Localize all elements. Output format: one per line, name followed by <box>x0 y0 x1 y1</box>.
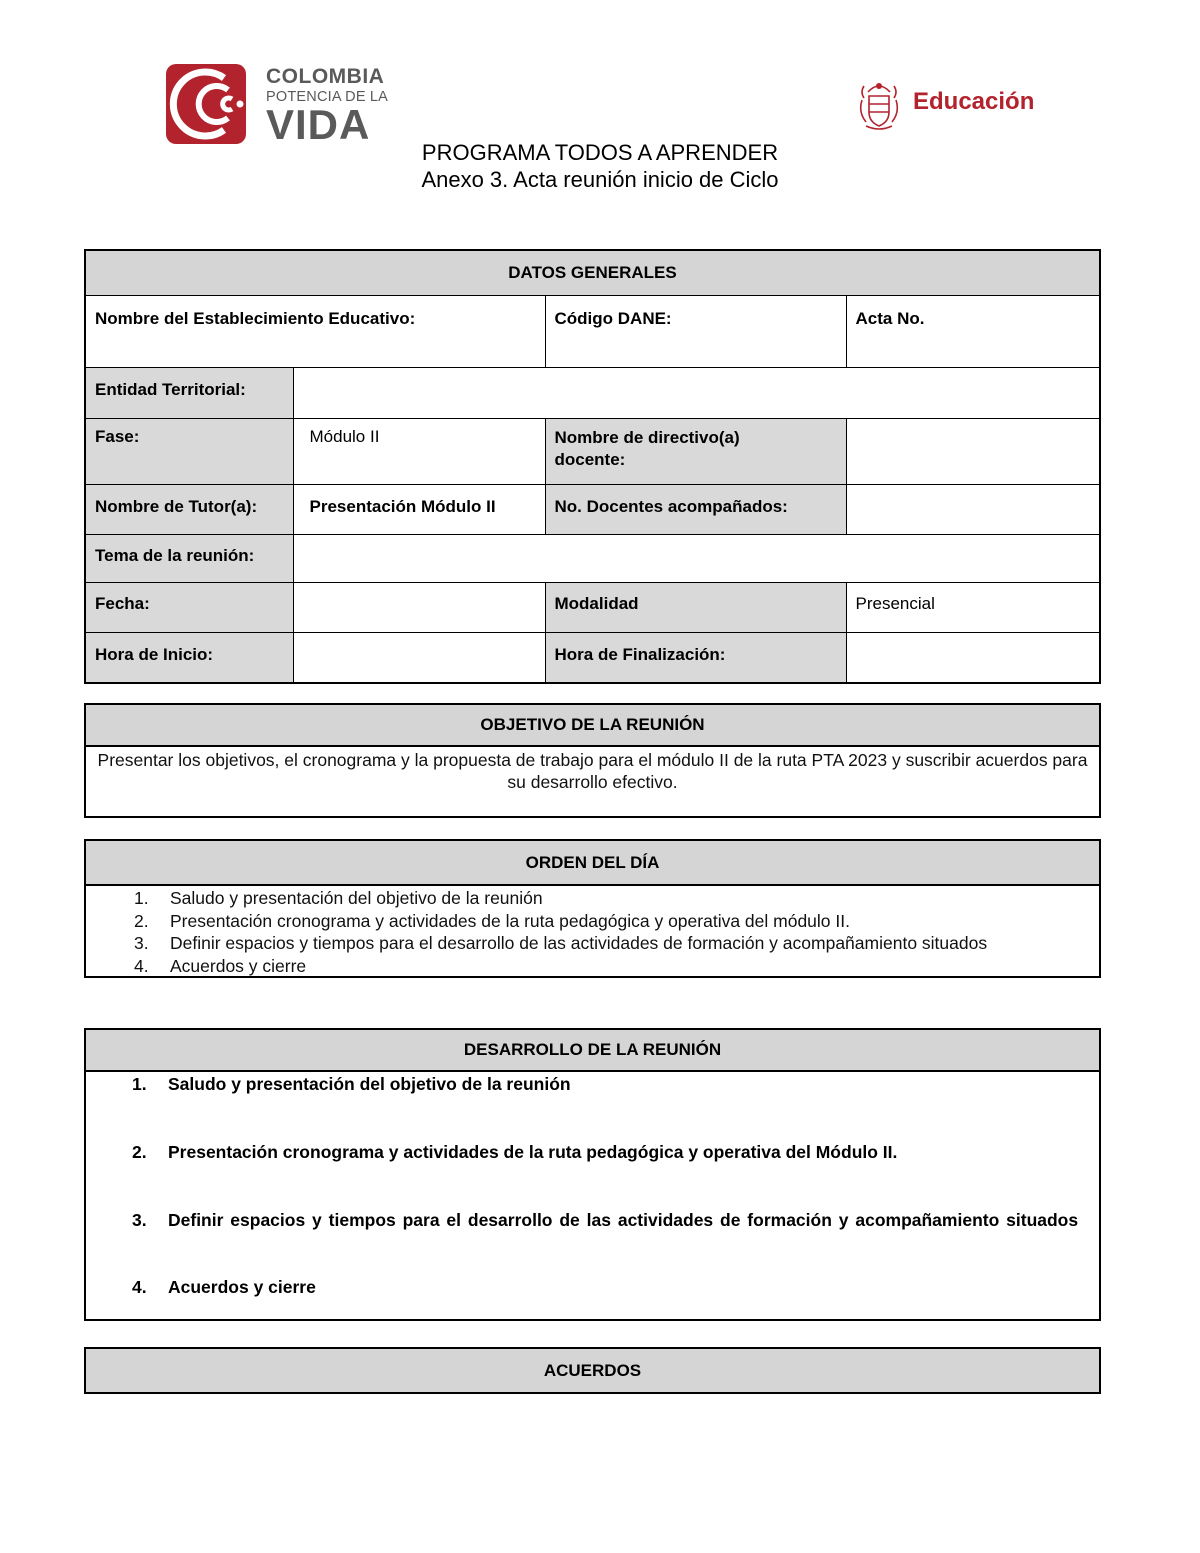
hora-inicio-value[interactable] <box>293 632 545 682</box>
datos-generales-heading: DATOS GENERALES <box>86 251 1099 295</box>
modalidad-label: Modalidad <box>545 582 846 632</box>
colombia-potencia-de-la-vida-logo <box>166 62 396 146</box>
logo-word-vida: VIDA <box>266 101 371 148</box>
list-item: 3. Definir espacios y tiempos para el desarrollo de las actividades de formación y acompañamiento situados <box>134 933 988 953</box>
list-item: 3. Definir espacios y tiempos para el desarrollo de las actividades de formación y acompañamiento situados <box>132 1210 1079 1230</box>
fase-value[interactable]: Módulo II <box>293 418 545 484</box>
coat-of-arms-icon <box>854 76 904 132</box>
tutor-label: Nombre de Tutor(a): <box>86 484 293 534</box>
orden-list <box>86 887 1099 977</box>
codigo-dane-label: Código DANE: <box>545 295 846 367</box>
tema-reunion-label: Tema de la reunión: <box>86 534 293 582</box>
modalidad-value[interactable]: Presencial <box>846 582 1099 632</box>
logo-word-colombia: COLOMBIA <box>266 65 385 88</box>
list-item: 1. Saludo y presentación del objetivo de la reunión <box>132 1074 571 1094</box>
objetivo-heading: OBJETIVO DE LA REUNIÓN <box>86 705 1099 747</box>
acuerdos-section <box>84 1347 1101 1394</box>
directivo-value[interactable] <box>846 418 1099 484</box>
desarrollo-section <box>84 1028 1101 1321</box>
document-title: PROGRAMA TODOS A APRENDER <box>421 140 779 165</box>
list-item: 2. Presentación cronograma y actividades de la ruta pedagógica y operativa del módulo II. <box>134 910 850 931</box>
tema-reunion-value[interactable] <box>293 534 1099 582</box>
logo-word-potencia: POTENCIA DE LA <box>266 89 389 105</box>
directivo-label: Nombre de directivo(a) docente: <box>545 418 846 484</box>
desarrollo-list <box>86 1073 1099 1298</box>
list-item: 1. Saludo y presentación del objetivo de la reunión <box>134 888 543 908</box>
objetivo-text: Presentar los objetivos, el cronograma y la propuesta de trabajo para el módulo II de la ruta PTA 2023 y suscribir acuerdos para su desarrollo efectivo. <box>97 750 1088 792</box>
desarrollo-heading: DESARROLLO DE LA REUNIÓN <box>86 1030 1099 1072</box>
orden-heading: ORDEN DEL DÍA <box>86 841 1099 886</box>
document-subtitle: Anexo 3. Acta reunión inicio de Ciclo <box>421 167 779 192</box>
hora-inicio-label: Hora de Inicio: <box>86 632 293 682</box>
fase-label: Fase: <box>86 418 293 484</box>
list-item: 4. Acuerdos y cierre <box>132 1277 316 1297</box>
fecha-value[interactable] <box>293 582 545 632</box>
educacion-logo-text: Educación <box>913 88 1035 115</box>
colombia-logo-mark-icon <box>166 64 246 144</box>
entidad-territorial-value[interactable] <box>293 367 1099 418</box>
establecimiento-label: Nombre del Establecimiento Educativo: <box>86 295 545 367</box>
orden-del-dia-section <box>84 839 1101 978</box>
tutor-value[interactable]: Presentación Módulo II <box>293 484 545 534</box>
list-item: 4. Acuerdos y cierre <box>134 955 307 976</box>
acta-no-label: Acta No. <box>846 295 1099 367</box>
entidad-territorial-label: Entidad Territorial: <box>86 367 293 418</box>
docentes-acompanados-value[interactable] <box>846 484 1099 534</box>
list-item: 2. Presentación cronograma y actividades de la ruta pedagógica y operativa del Módulo II. <box>132 1142 898 1162</box>
hora-finalizacion-value[interactable] <box>846 632 1099 682</box>
fecha-label: Fecha: <box>86 582 293 632</box>
objetivo-section <box>84 703 1101 818</box>
datos-generales-table <box>84 249 1101 684</box>
ministerio-educacion-logo <box>854 76 1044 132</box>
hora-finalizacion-label: Hora de Finalización: <box>545 632 846 682</box>
acuerdos-heading: ACUERDOS <box>86 1349 1099 1392</box>
docentes-acompanados-label: No. Docentes acompañados: <box>545 484 846 534</box>
